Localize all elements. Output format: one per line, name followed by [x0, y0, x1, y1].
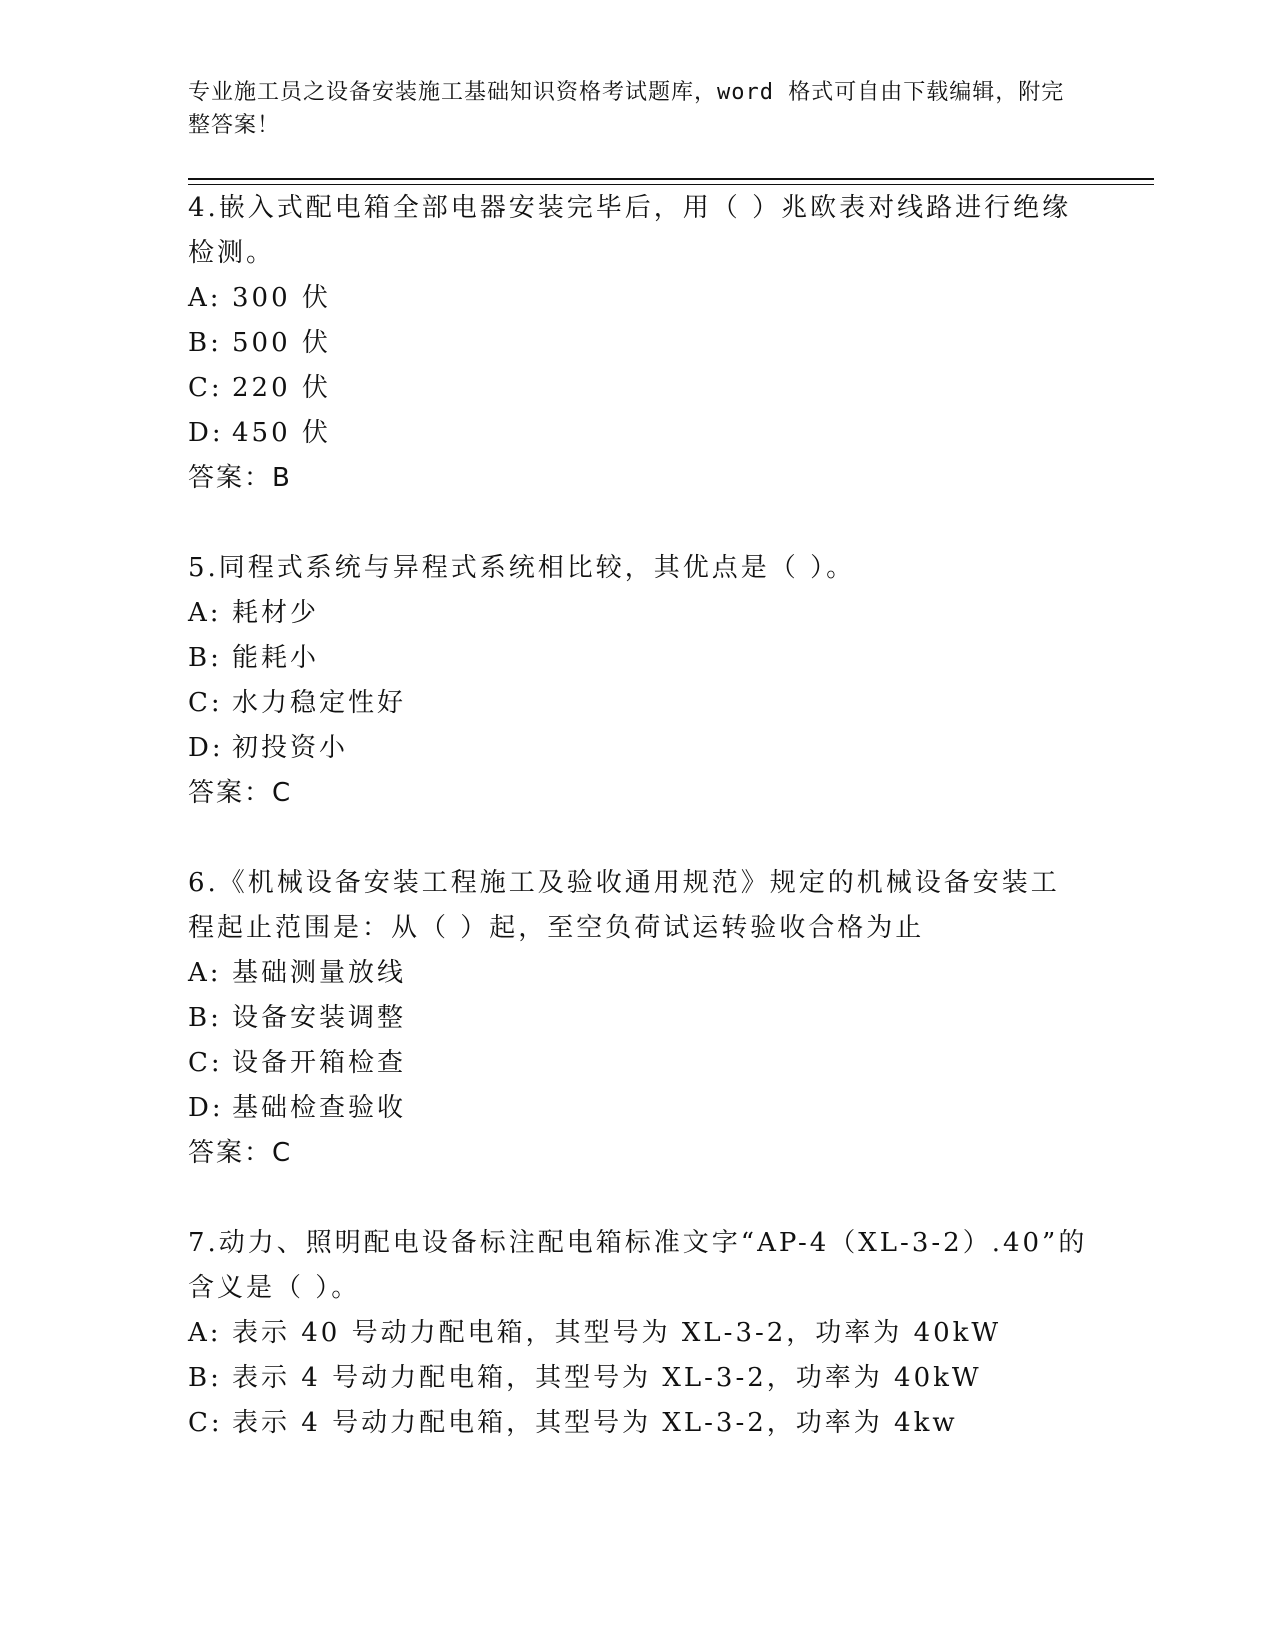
option-letter: C:: [188, 1408, 223, 1438]
option-c: [188, 681, 1088, 726]
option-letter: B:: [188, 1003, 222, 1033]
option-c: [188, 1041, 1088, 1086]
option-text: 基础测量放线: [232, 958, 407, 988]
option-a: [188, 951, 1088, 996]
option-b: [188, 1356, 1088, 1401]
option-d: [188, 1086, 1088, 1131]
question-4: [188, 186, 1088, 501]
option-letter: A:: [188, 1318, 222, 1348]
option-letter: D:: [188, 733, 224, 763]
option-a: [188, 276, 1088, 321]
option-letter: D:: [188, 1093, 224, 1123]
document-header: 专业施工员之设备安装施工基础知识资格考试题库，word 格式可自由下载编辑，附完整答案！: [188, 80, 1065, 138]
option-text: 表示 4 号动力配电箱，其型号为 XL-3-2，功率为 4kw: [232, 1408, 958, 1438]
option-a: [188, 1311, 1088, 1356]
option-text: 初投资小: [232, 733, 349, 763]
option-b: [188, 321, 1088, 366]
option-d: [188, 411, 1088, 456]
option-text: 水力稳定性好: [232, 688, 407, 718]
option-text: 表示 40 号动力配电箱，其型号为 XL-3-2，功率为 40kW: [232, 1318, 1002, 1348]
option-text: 450 伏: [232, 418, 331, 448]
option-a: [188, 591, 1088, 636]
option-text: 基础检查验收: [232, 1093, 407, 1123]
answer: 答案：C: [188, 1138, 293, 1168]
option-d: [188, 726, 1088, 771]
option-letter: B:: [188, 643, 222, 673]
option-letter: B:: [188, 1363, 222, 1393]
question-list: [188, 186, 1088, 1491]
question-stem: 6.《机械设备安装工程施工及验收通用规范》规定的机械设备安装工程起止范围是：从（ ）起，至空负荷试运转验收合格为止: [188, 868, 1060, 943]
option-b: [188, 996, 1088, 1041]
option-letter: C:: [188, 1048, 223, 1078]
answer: 答案：C: [188, 778, 293, 808]
question-stem: 7.动力、照明配电设备标注配电箱标准文字“AP-4（XL-3-2）.40”的含义是（ ）。: [188, 1228, 1088, 1303]
header-rule-thick: [188, 178, 1154, 180]
option-letter: C:: [188, 688, 223, 718]
option-letter: A:: [188, 598, 222, 628]
option-letter: C:: [188, 373, 223, 403]
question-7: [188, 1221, 1088, 1446]
question-5: [188, 546, 1088, 816]
header-rule-thin: [188, 184, 1154, 185]
answer: 答案：B: [188, 463, 292, 493]
option-text: 500 伏: [232, 328, 331, 358]
option-text: 设备安装调整: [232, 1003, 407, 1033]
option-text: 能耗小: [232, 643, 320, 673]
option-text: 220 伏: [232, 373, 331, 403]
option-letter: A:: [188, 283, 222, 313]
option-c: [188, 1401, 1088, 1446]
question-stem: 5.同程式系统与异程式系统相比较，其优点是（ ）。: [188, 553, 856, 583]
option-text: 设备开箱检查: [232, 1048, 407, 1078]
question-stem: 4.嵌入式配电箱全部电器安装完毕后，用（ ）兆欧表对线路进行绝缘检测。: [188, 193, 1072, 268]
option-letter: B:: [188, 328, 222, 358]
option-letter: A:: [188, 958, 222, 988]
option-letter: D:: [188, 418, 224, 448]
option-text: 表示 4 号动力配电箱，其型号为 XL-3-2，功率为 40kW: [232, 1363, 982, 1393]
option-c: [188, 366, 1088, 411]
question-6: [188, 861, 1088, 1176]
option-text: 耗材少: [232, 598, 320, 628]
option-b: [188, 636, 1088, 681]
option-text: 300 伏: [232, 283, 331, 313]
